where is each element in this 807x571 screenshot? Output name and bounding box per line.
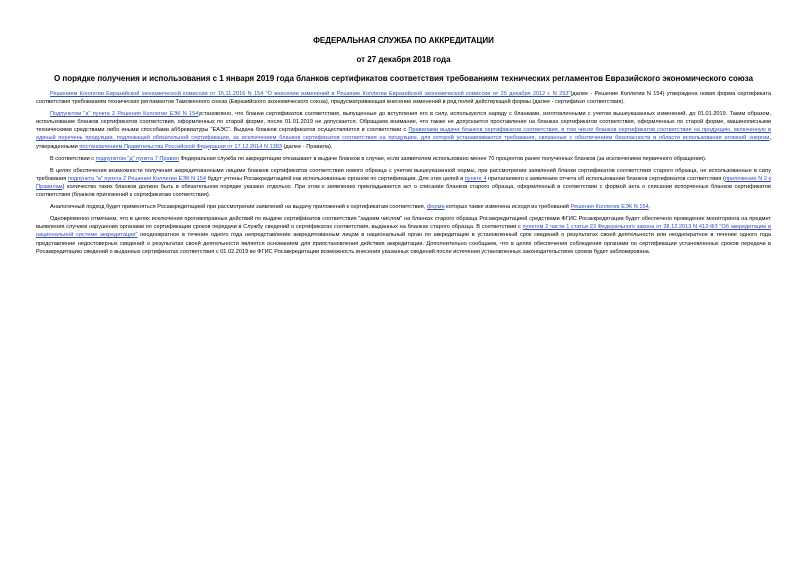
agency-heading: ФЕДЕРАЛЬНАЯ СЛУЖБА ПО АККРЕДИТАЦИИ [313, 36, 494, 45]
paragraph-3-text-1: В соответствии с [50, 155, 96, 162]
link-subparagraph-d-p7[interactable]: подпунктом "д" пункта 7 Правил [95, 155, 179, 162]
link-point-4[interactable]: пункте 4 [464, 175, 487, 182]
paragraph-2 [36, 110, 771, 150]
paragraph-5 [36, 203, 771, 211]
paragraph-3-text-2: Федеральная служба по аккредитации отказывает в выдаче бланков в случае, если заявителем использовано менее 70 процентов ранее полученных бланков (за исключением первичного обращения). [179, 155, 707, 162]
document-page [36, 36, 771, 260]
link-rules-issuance[interactable]: Правилами выдачи бланков сертификатов соответствия, в том числе бланков сертификатов соответствия на продукцию, включенную в единый перечень продукции, подлежащей обязательной сертификации, за исключением бланков сертификатов соответствия на продукцию, для которой устанавливаются требования, связанные с обеспечением безопасности в области использования атомной энергии [36, 127, 771, 142]
paragraph-5-text-1: Аналогичный подход будет применяться Росаккредитацией при рассмотрении заявлений на выдачу приложений к сертификатам соответствия, [50, 204, 427, 211]
paragraph-1-text: (далее - Решение Коллегии N 154) утверждена новая форма сертификата соответствия требованиям технических регламентов Таможенного союза (Евразийского экономического союза), предусматривающая внесение изменений в ряд полей действующей формы (далее - сертификат соответствия). [36, 91, 771, 106]
paragraph-4-text-2: будут учтены Росаккредитацией как использованные органом по сертификации. Для этих целей в [206, 175, 465, 182]
document-date: от 27 декабря 2018 года [356, 55, 451, 64]
paragraph-4-text-1: В целях обеспечения возможности получения аккредитованными лицами бланков сертификатов соответствия нового образца с учетом вышеуказанной нормы, при рассмотрении заявлений бланки сертификатов соответствия старого образца, не использованные в силу требования [36, 167, 771, 182]
paragraph-2-text-3: (далее - Правила). [281, 143, 333, 150]
paragraph-4 [36, 167, 771, 199]
link-federal-law-412[interactable]: пунктом 2 части 1 статьи 23 Федерального закона от 28.12.2013 N 412-ФЗ "Об аккредитации в национальной системе аккредитации" [36, 224, 772, 239]
link-subparagraph-a-p2-b[interactable]: подпункта "а" пункта 2 Решения Коллегии ЕЭК N 154 [67, 175, 207, 182]
paragraph-6-text-1: Одновременно отмечаем, что в целях исключения противоправных действий по выдаче сертификатов соответствия "задним числом" на бланках старого образца Росаккредитацией средствами ФГИС Росаккредитации будет обеспечено проведение мониторинга на предмет выявления случаев нарушения органами по сертификации сроков передачи в Службу сведений о сертификатах соответствия, выданных на бланках старого образца. В соответствии с [36, 216, 771, 231]
paragraph-5-text-2: которых также изменена исходя из требований [444, 204, 571, 211]
paragraph-6 [36, 215, 771, 255]
link-resolution-154[interactable]: Решением Коллегии Евразийской экономической комиссии от 15.11.2016 N 154 "О внесении изменений в Решение Коллегии Евразийской экономической комиссии от 25 декабря 2012 г. N 293" [50, 91, 571, 97]
paragraph-1 [36, 90, 771, 106]
paragraph-4-text-4: ) количество таких бланков должно быть в обязательном порядке указано отдельно. При этом к заявлению прикладывается акт о списании бланков старого образца, оформленный в соответствии с формой акта о списании испорченных бланков сертификатов соответствия (бланков приложений к сертификатам соответствия). [36, 183, 771, 199]
paragraph-6-text-2: неоднократное в течение одного года непредставление аккредитованным лицом в национальный орган по аккредитации в установленный срок сведений о результатах своей деятельности или неоднократное в течение одного года представление недостоверных сведений о результатах своей деятельности является основанием для приостановления действия аккредитации. Дополнительно сообщаем, что в целях обеспечения соблюдения органами по сертификации установленных сроков передачи в Росаккредитацию сведений о выданных сертификатах соответствия с 01.02.2019 во ФГИС Росаккредитации возможность внесения указанных сведений после истечения установленных законодательством сроков будет заблокирована. [36, 232, 771, 255]
link-government-decree-1383[interactable]: постановлением Правительства Российской Федерации от 17.12.2014 N 1383 [79, 143, 282, 150]
paragraph-2-text-2: , утвержденными [36, 135, 771, 150]
link-resolution-154-b[interactable]: Решения Коллегии ЕЭК N 154 [570, 204, 649, 211]
link-form[interactable]: форма [426, 204, 445, 211]
document-title: О порядке получения и использования с 1 января 2019 года бланков сертификатов соответствия требованиям технических регламентов Евразийского экономического союза [53, 74, 754, 83]
paragraph-3 [36, 155, 771, 163]
paragraph-5-text-3: . [648, 204, 651, 211]
paragraph-4-text-3: прилагаемого к заявлению отчета об использовании бланков сертификатов соответствия ( [486, 175, 725, 182]
paragraph-2-text-1: установлено, что бланки сертификатов соответствия, выпущенные до вступления его в силу, используются наряду с бланками, изготовленными с учетом вышеуказанных изменений, до 01.01.2019. Таким образом, использование бланков сертификатов соответствия, оформленных по старой форме, после 01.01.2019 не допускается. Обращаем внимание, что также не допускается проставление на бланках сертификатов соответствия, оформленных по старой форме, машинописными техническими средствами либо иными способами аббревиатуры "ЕАЭС". Выдача бланков сертификатов осуществляется в соответствии с [36, 111, 772, 134]
link-appendix-2[interactable]: приложение N 2 к Правилам [36, 175, 771, 190]
link-subparagraph-a-p2[interactable]: Подпунктом "а" пункта 2 Решения Коллегии ЕЭК N 154 [50, 111, 199, 118]
